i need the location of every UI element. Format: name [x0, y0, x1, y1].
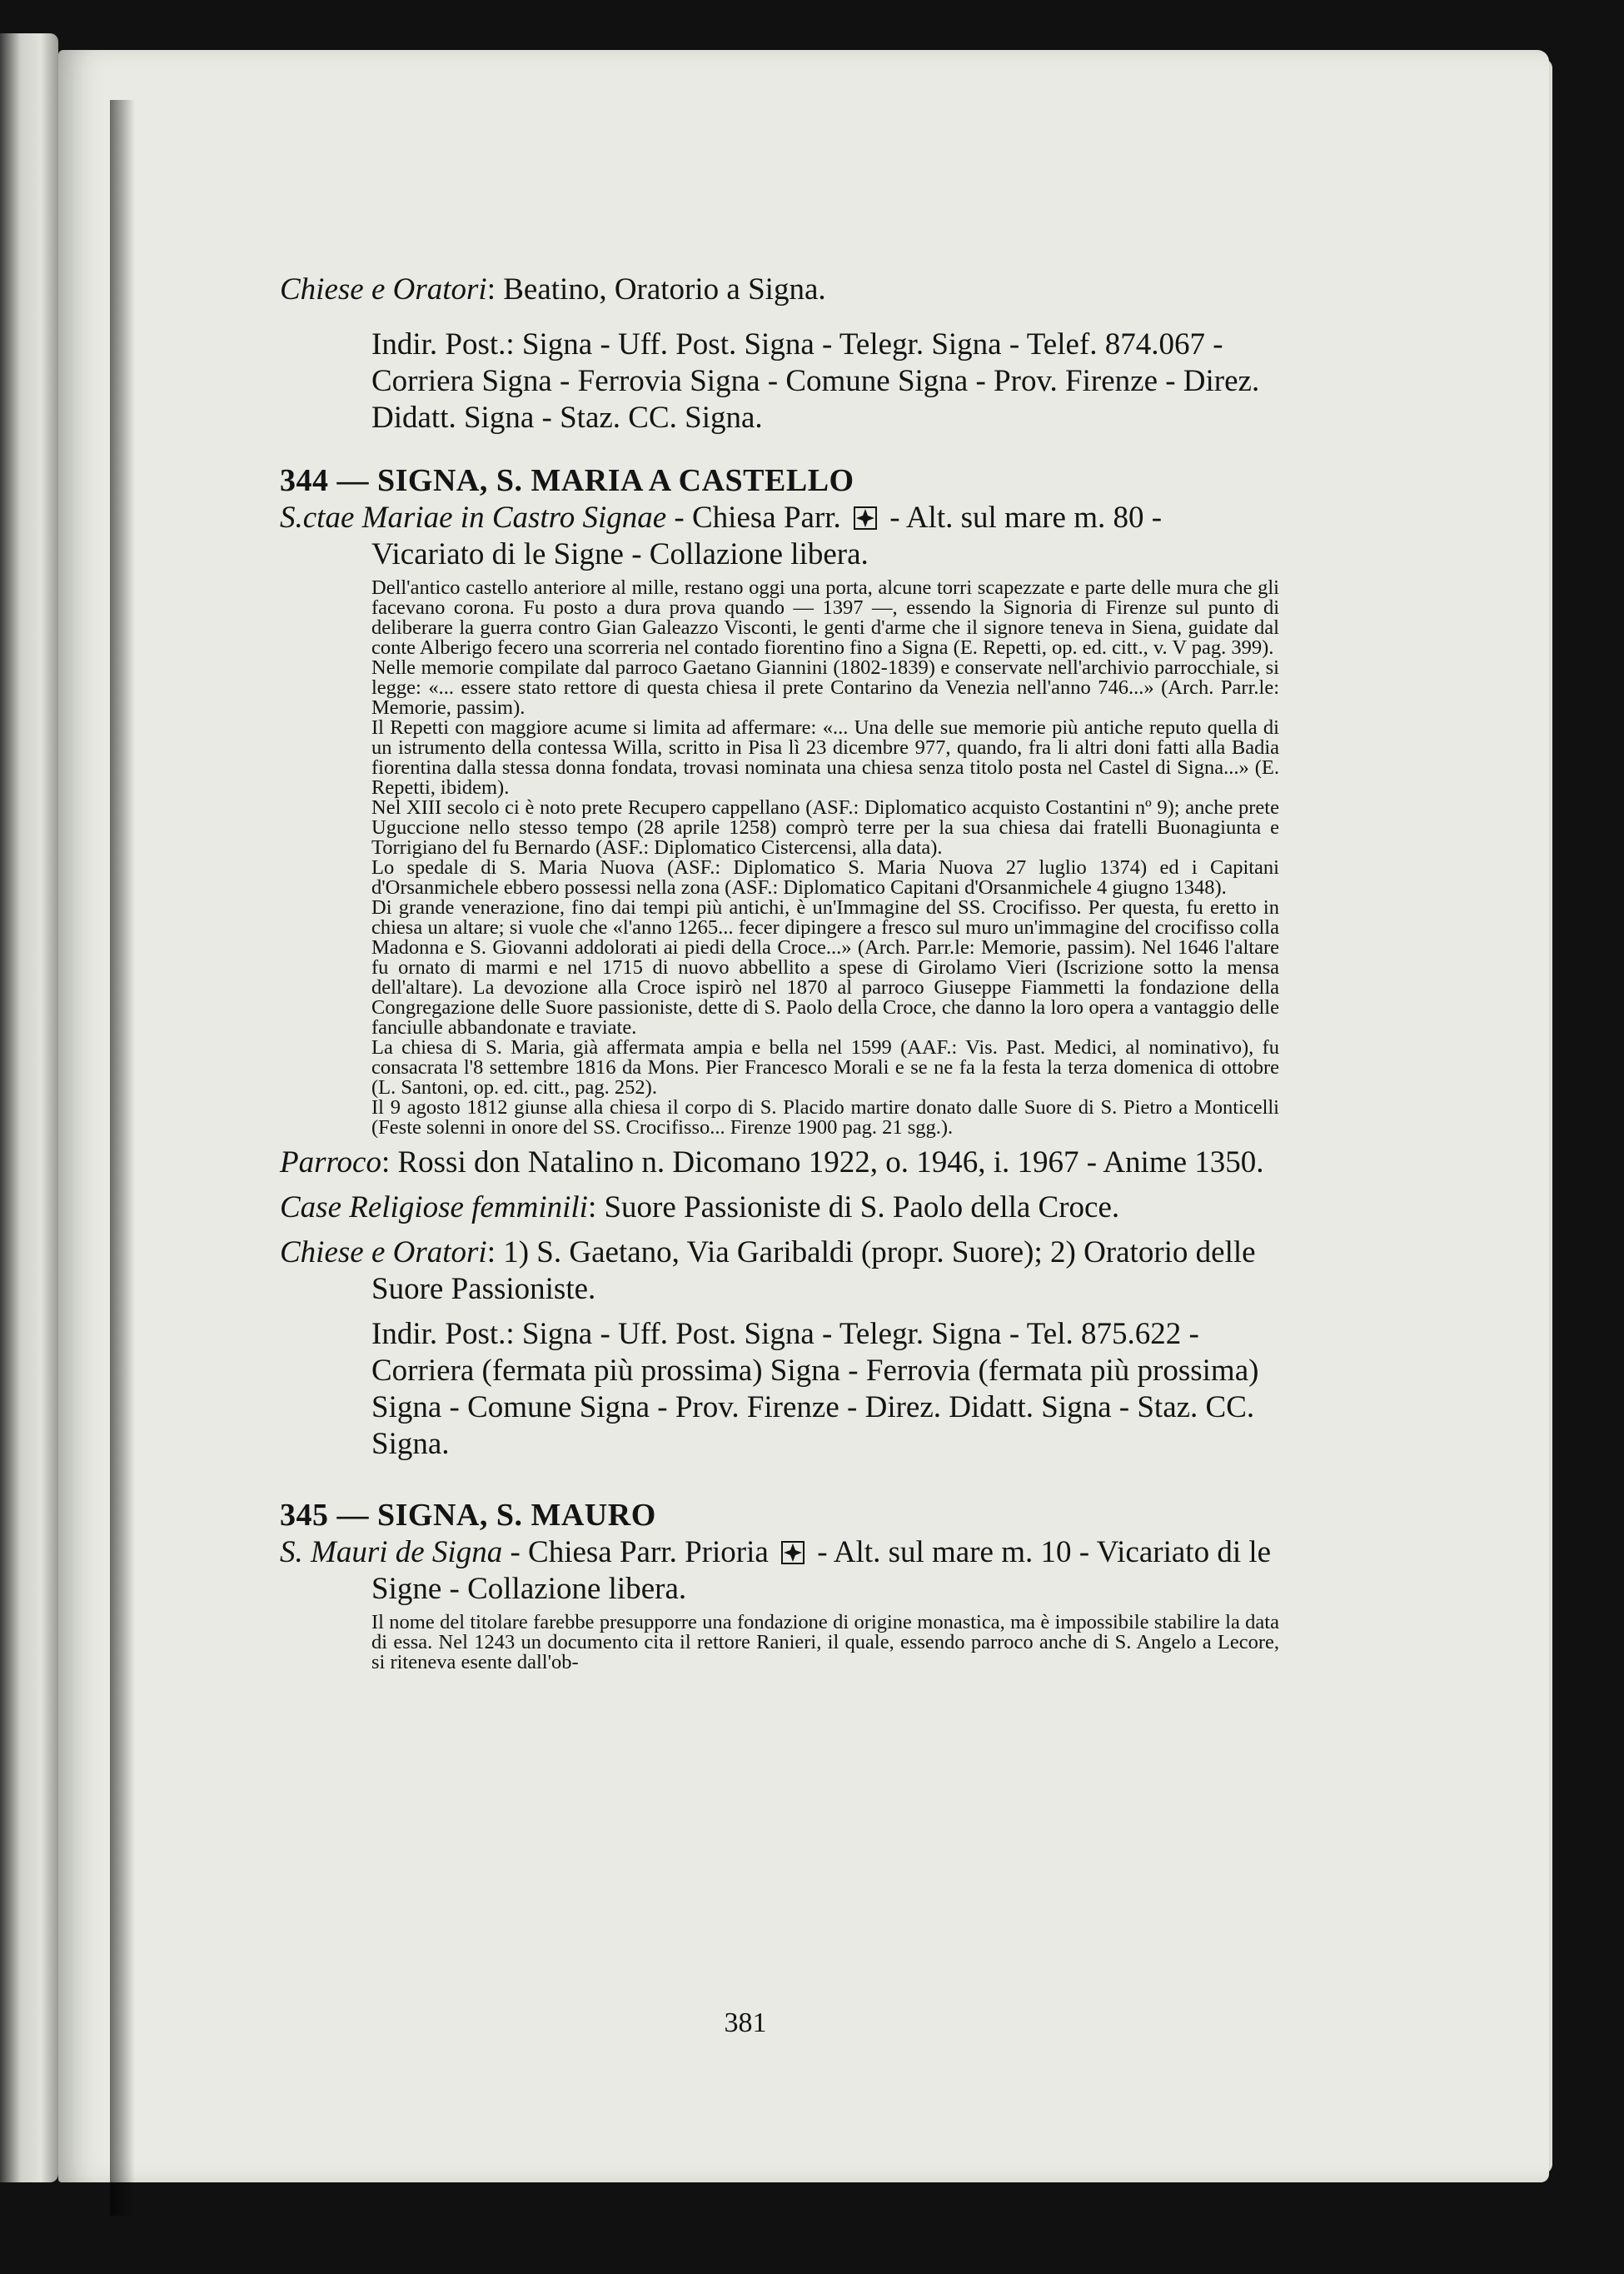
entry-345-notes	[280, 1613, 1279, 1673]
entry-344-description	[280, 500, 1279, 573]
parroco-text: : Rossi don Natalino n. Dicomano 1922, o. 1946, i. 1967 - Anime 1350.	[381, 1145, 1264, 1179]
note-paragraph: Nel XIII secolo ci è noto prete Recupero cappellano (ASF.: Diplomatico acquisto Costantini nº 9); anche prete Uguccione nello stesso tempo (28 aprile 1258) comprò terre per la sua chiesa dai fratelli Buonagiunta e Torrigiano del fu Bernardo (ASF.: Diplomatico Cistercensi, alla data).	[371, 796, 1279, 859]
note-paragraph: Il nome del titolare farebbe presupporre una fondazione di origine monastica, ma è impossibile stabilire la data di essa. Nel 1243 un documento cita il rettore Ranieri, il quale, essendo parroco anche di S. Angelo a Lecore, si riteneva esente dall'ob-	[371, 1611, 1279, 1673]
entry-345-heading: 345 — SIGNA, S. MAURO	[280, 1498, 656, 1533]
note-paragraph: Nelle memorie compilate dal parroco Gaetano Giannini (1802-1839) e conservate nell'archivio parrocchiale, si legge: «... essere stato rettore di questa chiesa il prete Contarino da Venezia nell'anno 746...» (Arch. Parr.le: Memorie, passim).	[371, 656, 1279, 719]
note-paragraph: La chiesa di S. Maria, già affermata ampia e bella nel 1599 (AAF.: Vis. Past. Medici, al nominativo), fu consacrata l'8 settembre 1816 da Mons. Pier Francesco Morali e se ne fa la festa la terza domenica di ottobre (L. Santoni, op. ed. citt., pag. 252).	[371, 1036, 1279, 1099]
facing-page-edge	[0, 33, 58, 2182]
intro-chiese-line	[280, 272, 1279, 308]
intro-indir-post: Indir. Post.: Signa - Uff. Post. Signa - Telegr. Signa - Telef. 874.067 - Corriera Signa - Ferrovia Signa - Comune Signa - Prov. Firenze - Direz. Didatt. Signa - Staz. CC. Signa.	[371, 327, 1260, 435]
intro-chiese-text: : Beatino, Oratorio a Signa.	[486, 272, 826, 307]
entry-345-desc-after: - Alt. sul mare m. 10 - Vicariato di le Signe - Collazione libera.	[371, 1535, 1272, 1606]
spine-shadow	[110, 100, 135, 2216]
case-religiose-text: : Suore Passioniste di S. Paolo della Croce.	[587, 1190, 1120, 1224]
chiese-oratori-text: : 1) S. Gaetano, Via Garibaldi (propr. Suore); 2) Oratorio delle Suore Passioniste.	[371, 1235, 1256, 1306]
page-content	[280, 272, 1279, 1679]
entry-344-desc-before: - Chiesa Parr.	[666, 501, 849, 535]
entry-344-desc-after: - Alt. sul mare m. 80 - Vicariato di le Signe - Collazione libera.	[371, 501, 1163, 571]
case-religiose-label: Case Religiose femminili	[280, 1190, 588, 1224]
entry-344-parroco	[280, 1144, 1279, 1181]
entry-344-case-religiose	[280, 1189, 1279, 1226]
cross-pattee-icon	[781, 1541, 805, 1564]
entry-345-desc-before: - Chiesa Parr. Prioria	[502, 1535, 777, 1569]
entry-344-latin-name: S.ctae Mariae in Castro Signae	[280, 501, 667, 535]
chiese-oratori-label: Chiese e Oratori	[280, 1235, 487, 1269]
note-paragraph: Il 9 agosto 1812 giunse alla chiesa il corpo di S. Placido martire donato dalle Suore di S. Pietro a Monticelli (Feste solenni in onore del SS. Crocifisso... Firenze 1900 pag. 21 sgg.).	[371, 1096, 1279, 1139]
parroco-label: Parroco	[280, 1145, 381, 1179]
note-paragraph: Dell'antico castello anteriore al mille, restano oggi una porta, alcune torri scapezzate e parte delle mura che gli facevano corona. Fu posto a dura prova quando — 1397 —, essendo la Signoria di Firenze sul punto di deliberare la guerra contro Gian Galeazzo Visconti, le genti d'arme che il signore teneva in Siena, guidate dal conte Alberigo fecero una scorreria nel contado fiorentino fino a Signa (E. Repetti, op. ed. citt., v. V pag. 399).	[371, 576, 1279, 659]
entry-345-description	[280, 1534, 1279, 1608]
note-paragraph: Il Repetti con maggiore acume si limita ad affermare: «... Una delle sue memorie più antiche reputo quella di un istrumento della contessa Willa, scritto in Pisa lì 23 dicembre 977, quando, fra li altri doni fatti alla Badia fiorentina dalla stessa donna fondata, trovasi nominata una chiesa senza titolo posta nel Castel di Signa...» (E. Repetti, ibidem).	[371, 716, 1279, 799]
note-paragraph: Di grande venerazione, fino dai tempi più antichi, è un'Immagine del SS. Crocifisso. Per questa, fu eretto in chiesa un altare; si vuole che «l'anno 1265... fecer dipingere a fresco sul muro un'immagine del crocifisso colla Madonna e S. Giovanni addolorati ai piedi della Croce...» (Arch. Parr.le: Memorie, passim). Nel 1646 l'altare fu ornato di marmi e nel 1715 di nuovo abbellito a spese di Girolamo Vieri (Iscrizione sotto la mensa dell'altare). La devozione alla Croce ispirò nel 1870 al parroco Giuseppe Fiammetti la fondazione della Congregazione delle Suore passioniste, dette di S. Paolo della Croce, che danno la loro opera a vantaggio delle fanciulle abbandonate e traviate.	[371, 896, 1279, 1039]
note-paragraph: Lo spedale di S. Maria Nuova (ASF.: Diplomatico S. Maria Nuova 27 luglio 1374) ed i Capitani d'Orsanmichele ebbero possessi nella zona (ASF.: Diplomatico Capitani d'Orsanmichele 4 giugno 1348).	[371, 856, 1279, 899]
entry-344-chiese-oratori	[280, 1234, 1279, 1308]
entry-344-indir-post: Indir. Post.: Signa - Uff. Post. Signa - Telegr. Signa - Tel. 875.622 - Corriera (fermata più prossima) Signa - Ferrovia (fermata più prossima) Signa - Comune Signa - Prov. Firenze - Direz. Didatt. Signa - Staz. CC. Signa.	[371, 1317, 1259, 1461]
cross-pattee-icon	[854, 506, 877, 530]
entry-344-heading: 344 — SIGNA, S. MARIA A CASTELLO	[280, 463, 854, 498]
intro-chiese-label: Chiese e Oratori	[280, 272, 487, 307]
entry-344-notes	[280, 578, 1279, 1138]
entry-345-latin-name: S. Mauri de Signa	[280, 1535, 503, 1569]
page-number: 381	[724, 2007, 767, 2038]
